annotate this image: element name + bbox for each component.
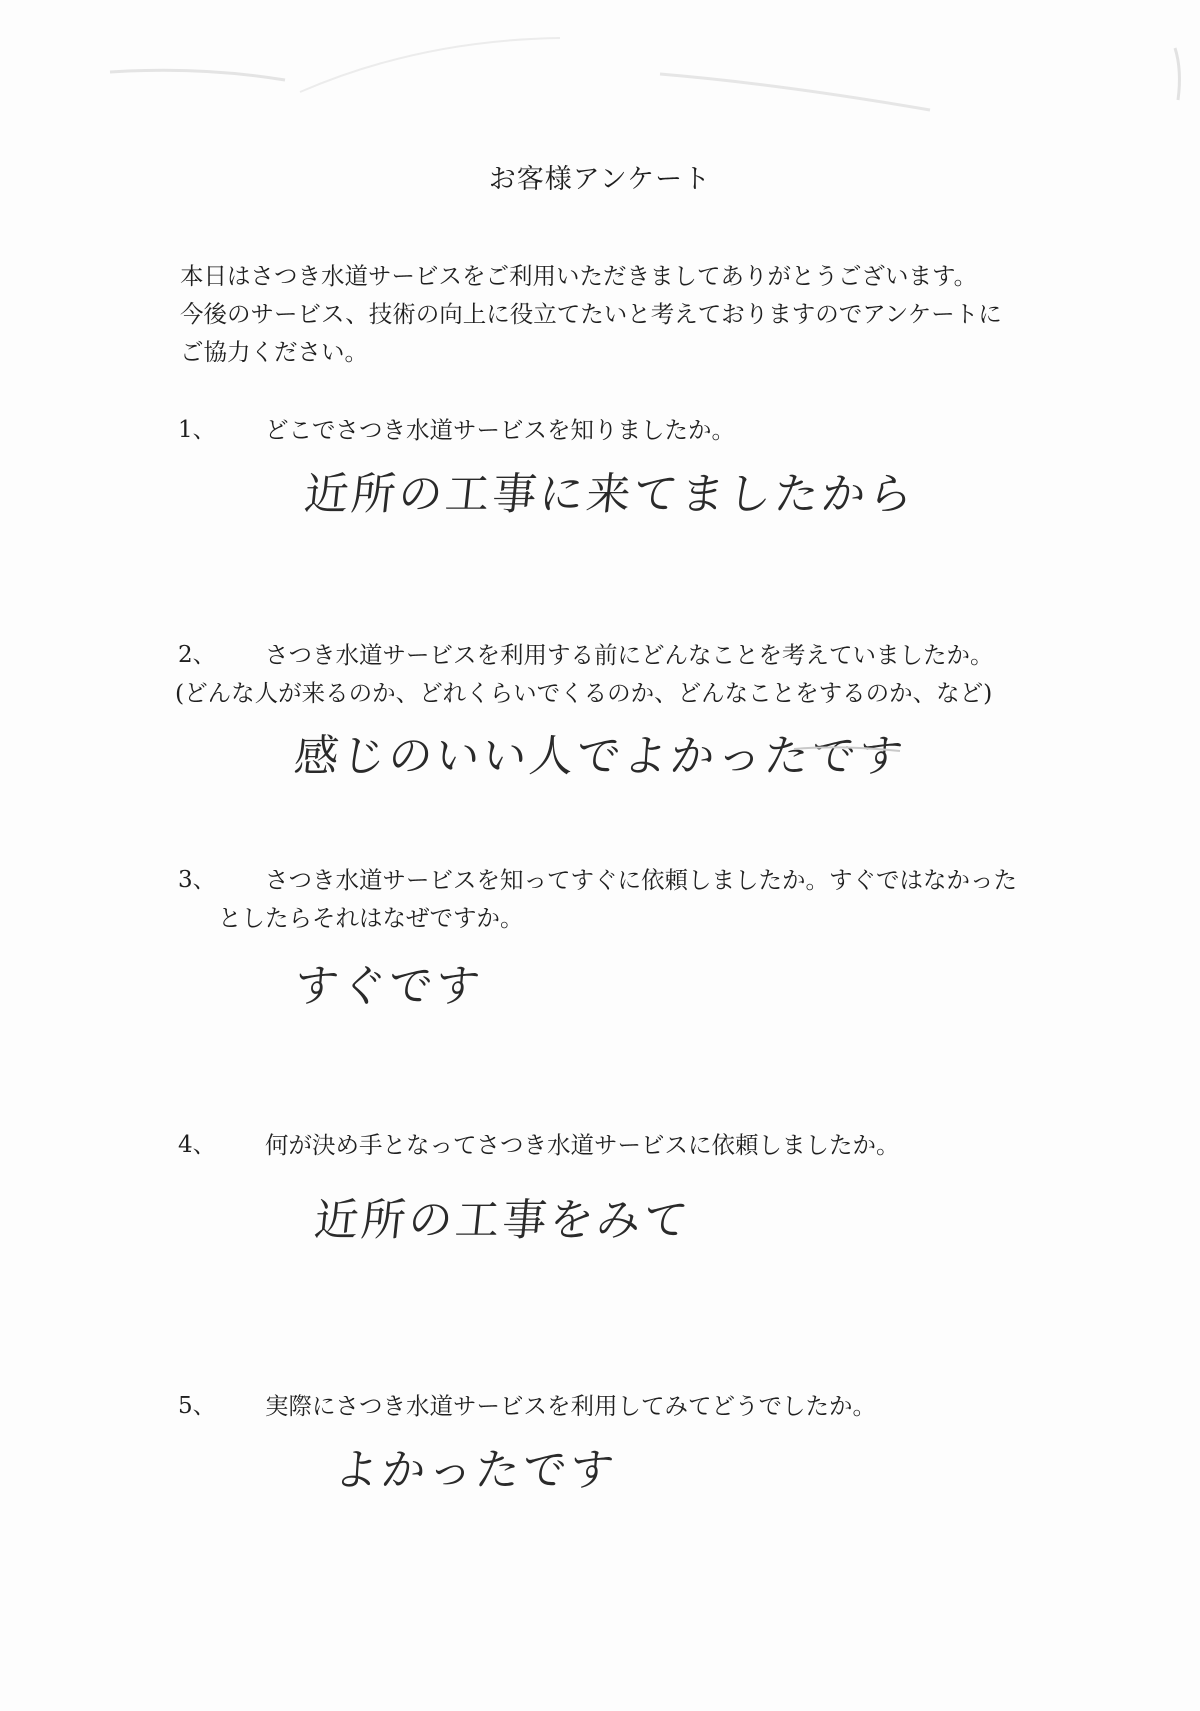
answer-3-handwritten: すぐです: [291, 961, 486, 1012]
question-number: 5、: [178, 1393, 216, 1419]
question-number: 2、: [178, 642, 216, 668]
page-title: お客様アンケート: [488, 164, 712, 195]
question-text: どこでさつき水道サービスを知りましたか。: [265, 416, 735, 444]
intro-line: 今後のサービス、技術の向上に役立てたいと考えておりますのでアンケートに: [180, 300, 1002, 328]
question-number: 4、: [178, 1132, 216, 1158]
question-text: 実際にさつき水道サービスを利用してみてどうでしたか。: [265, 1392, 876, 1420]
answer-4-handwritten: 近所の工事をみて: [311, 1195, 694, 1246]
question-note: (どんな人が来るのか、どれくらいでくるのか、どんなことをするのか、など): [175, 679, 993, 707]
answer-1-handwritten: 近所の工事に来てましたから: [301, 469, 919, 520]
answer-2-handwritten: 感じのいい人でよかったです: [291, 731, 909, 782]
intro-paragraph: [180, 257, 1110, 371]
intro-line: 本日はさつき水道サービスをご利用いただきましてありがとうございます。: [180, 262, 978, 290]
question-text: さつき水道サービスを利用する前にどんなことを考えていましたか。: [265, 641, 994, 669]
answer-5-handwritten: よかったです: [331, 1445, 620, 1496]
question-number: 1、: [178, 417, 216, 443]
question-number: 3、: [178, 867, 216, 893]
question-text: さつき水道サービスを知ってすぐに依頼しましたか。すぐではなかった: [265, 866, 1017, 894]
intro-line: ご協力ください。: [180, 338, 368, 366]
question-continuation: としたらそれはなぜですか。: [218, 904, 524, 932]
scan-artifact-top: [0, 0, 1200, 120]
question-text: 何が決め手となってさつき水道サービスに依頼しましたか。: [265, 1131, 900, 1159]
